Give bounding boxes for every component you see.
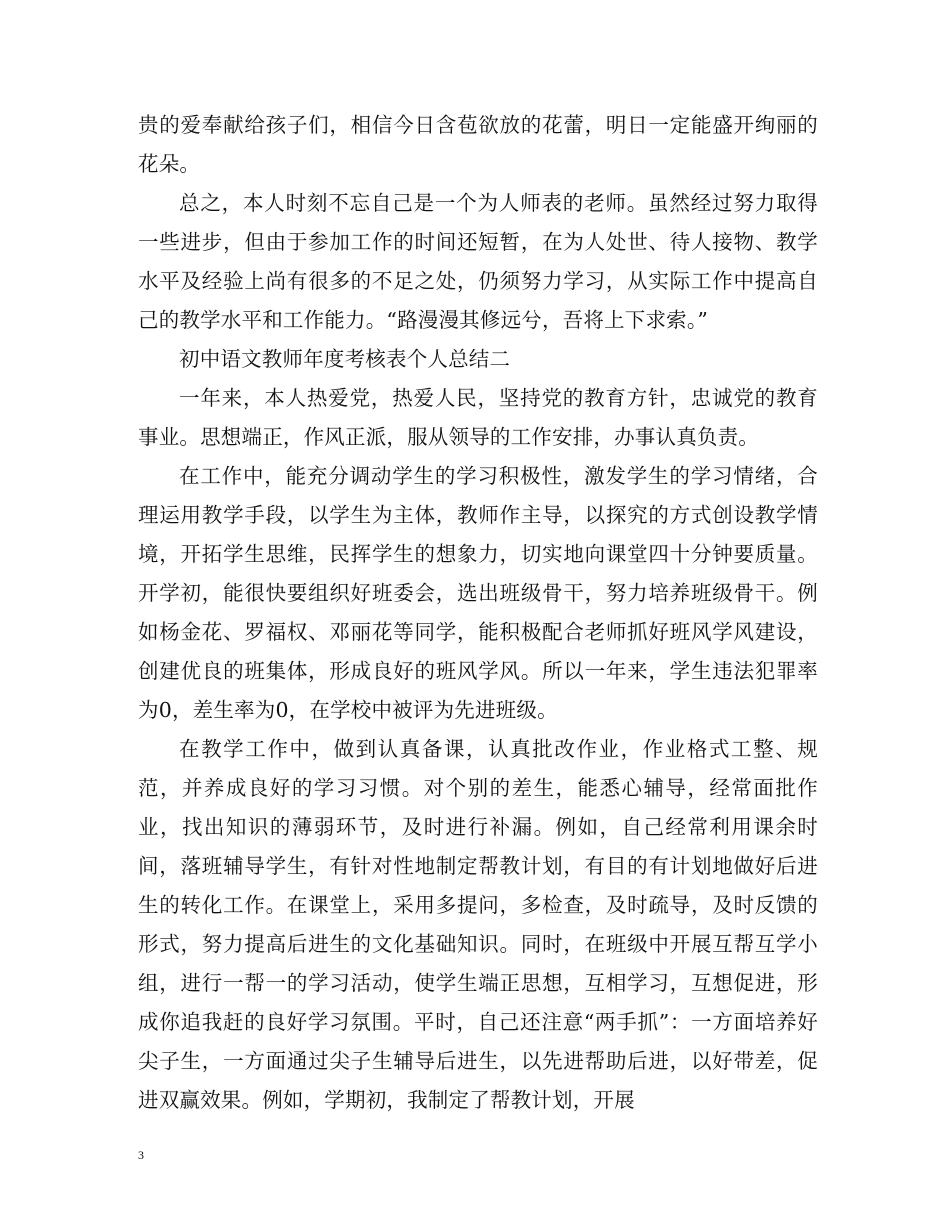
paragraph-continuation: 贵的爱奉献给孩子们，相信今日含苞欲放的花蕾，明日一定能盛开绚丽的花朵。 bbox=[138, 113, 818, 176]
section-heading: 初中语文教师年度考核表个人总结二 bbox=[179, 347, 511, 371]
paragraph-intro: 一年来，本人热爱党，热爱人民，坚持党的教育方针，忠诚党的教育事业。思想端正，作风正派，服从领导的工作安排，办事认真负责。 bbox=[138, 386, 818, 449]
document-body bbox=[138, 106, 818, 1120]
page-number: 3 bbox=[138, 1148, 144, 1162]
paragraph-teaching: 在教学工作中，做到认真备课，认真批改作业，作业格式工整、规范，并养成良好的学习习惯。对个别的差生，能悉心辅导，经常面批作业，找出知识的薄弱环节，及时进行补漏。例如，自己经常利用课余时间，落班辅导学生，有针对性地制定帮教计划，有目的有计划地做好后进生的转化工作。在课堂上，采用多提问，多检查，及时疏导，及时反馈的形式，努力提高后进生的文化基础知识。同时，在班级中开展互帮互学小组，进行一帮一的学习活动，使学生端正思想，互相学习，互想促进，形成你追我赶的良好学习氛围。平时，自己还注意“两手抓”：一方面培养好尖子生，一方面通过尖子生辅导后进生，以先进帮助后进，以好带差，促进双赢效果。例如，学期初，我制定了帮教计划，开展 bbox=[138, 737, 818, 1112]
paragraph-work: 在工作中，能充分调动学生的学习积极性，激发学生的学习情绪，合理运用教学手段，以学生为主体，教师作主导，以探究的方式创设教学情境，开拓学生思维，民挥学生的想象力，切实地向课堂四十分钟要质量。开学初，能很快要组织好班委会，选出班级骨干，努力培养班级骨干。例如杨金花、罗福权、邓丽花等同学，能积极配合老师抓好班风学风建设，创建优良的班集体，形成良好的班风学风。所以一年来，学生违法犯罪率为0，差生率为0，在学校中被评为先进班级。 bbox=[138, 464, 818, 722]
paragraph-conclusion: 总之，本人时刻不忘自己是一个为人师表的老师。虽然经过努力取得一些进步，但由于参加工作的时间还短暂，在为人处世、待人接物、教学水平及经验上尚有很多的不足之处，仍须努力学习，从实际工作中提高自己的教学水平和工作能力。“路漫漫其修远兮，吾将上下求索。” bbox=[138, 191, 818, 332]
